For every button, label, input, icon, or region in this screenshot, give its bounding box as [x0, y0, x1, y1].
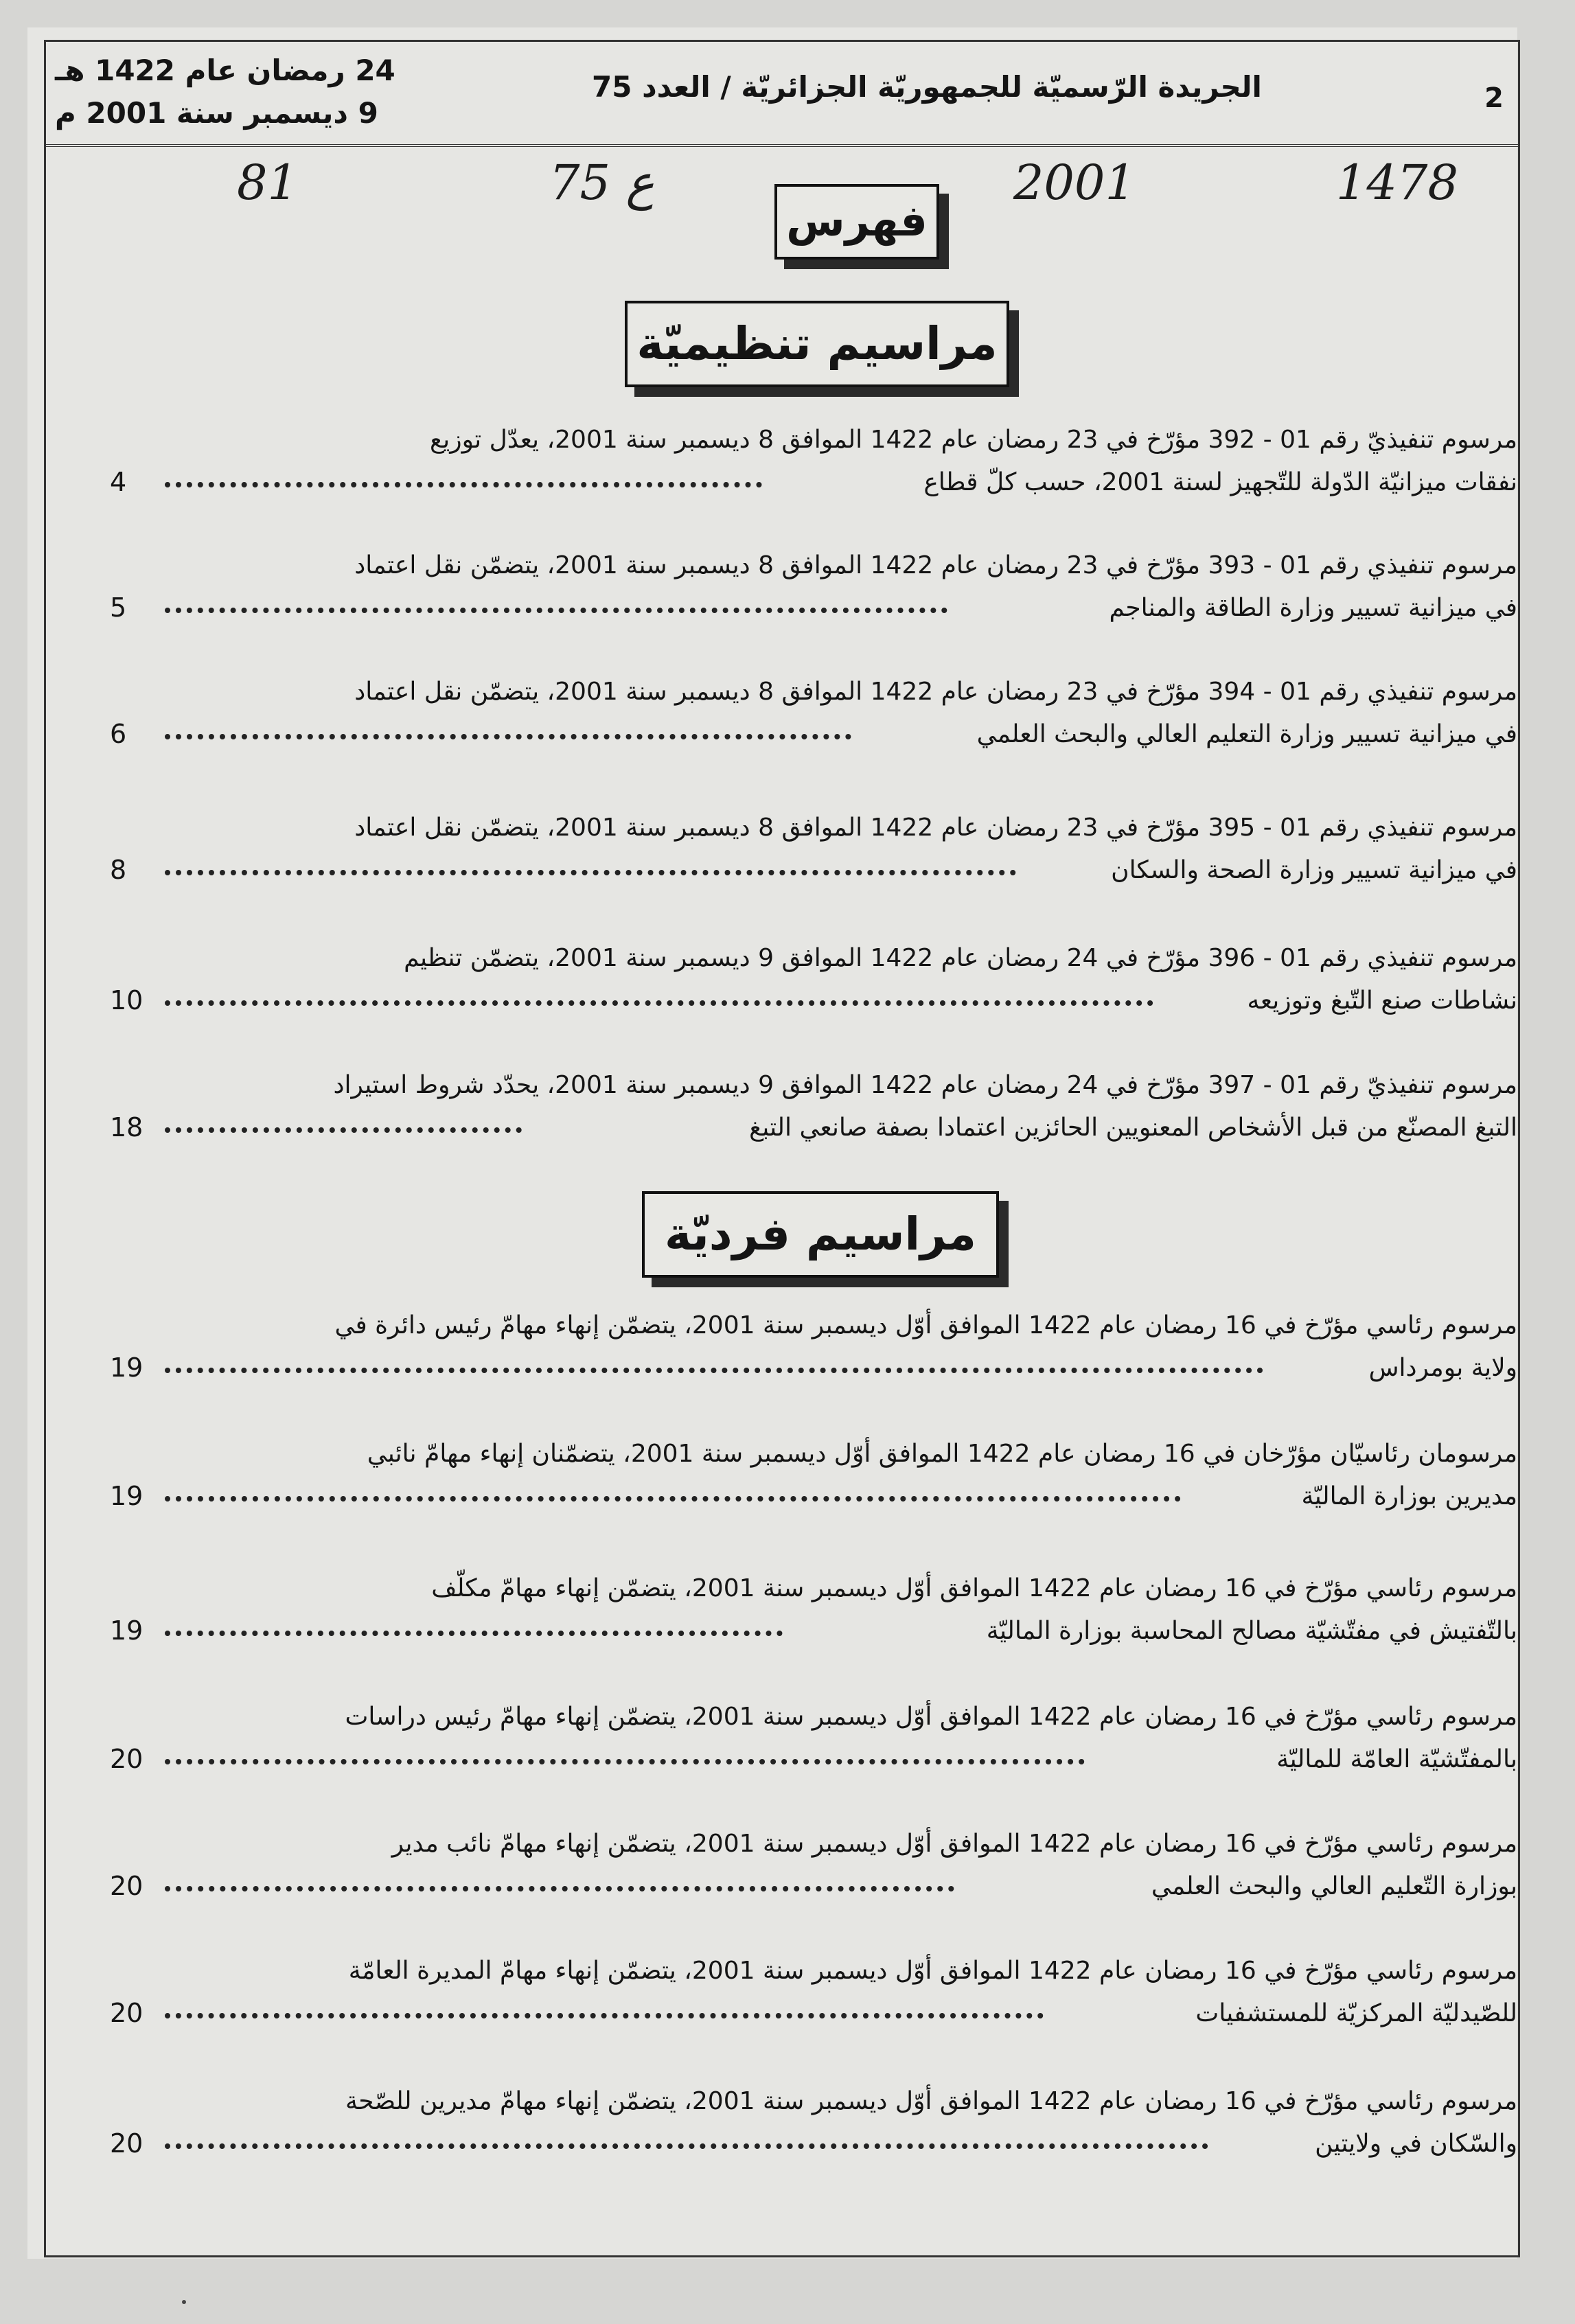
leader-dots — [165, 1368, 1263, 1373]
entry-line: بالمفتّشيّة العامّة للماليّة — [1276, 1745, 1517, 1773]
leader-dots — [165, 1127, 522, 1133]
entry-line: مرسوم تنفيذيّ رقم 01 - 397 مؤرّخ في 24 رمضان عام 1422 الموافق 9 ديسمبر سنة 2001، يحدّد شروط استيراد — [333, 1071, 1517, 1099]
entry-line: التبغ المصنّع من قبل الأشخاص المعنويين الحائزين اعتمادا بصفة صانعي التبغ — [749, 1114, 1517, 1142]
leader-dots — [165, 734, 851, 739]
entry-line: في ميزانية تسيير وزارة التعليم العالي والبحث العلمي — [976, 720, 1517, 748]
leader-dots — [165, 482, 762, 487]
entry-page-number: 4 — [110, 467, 127, 497]
section-title-regulatory-decrees: مراسيم تنظيميّة — [625, 301, 1009, 387]
page-number: 2 — [1484, 82, 1504, 114]
index-title: فهرس — [774, 184, 939, 260]
entry-line: مرسوم تنفيذيّ رقم 01 - 392 مؤرّخ في 23 رمضان عام 1422 الموافق 8 ديسمبر سنة 2001، يعدّل توزيع — [430, 426, 1517, 454]
entry-page-number: 10 — [110, 985, 143, 1015]
entry-line: مرسوم رئاسي مؤرّخ في 16 رمضان عام 1422 الموافق أوّل ديسمبر سنة 2001، يتضمّن إنهاء مهامّ رئيس دائرة في — [334, 1311, 1517, 1339]
entry-page-number: 5 — [110, 592, 127, 623]
scan-speck — [182, 2300, 186, 2304]
entry-line: نشاطات صنع التّبغ وتوزيعه — [1247, 987, 1517, 1015]
entry-page-number: 20 — [110, 1744, 143, 1774]
leader-dots — [165, 870, 1016, 875]
entry-line: مرسوم تنفيذي رقم 01 - 394 مؤرّخ في 23 رمضان عام 1422 الموافق 8 ديسمبر سنة 2001، يتضمّن نقل اعتماد — [354, 678, 1517, 706]
handwritten-note: 81 — [237, 154, 299, 211]
section-title-individual-decrees: مراسيم فرديّة — [642, 1191, 999, 1278]
leader-dots — [165, 1886, 954, 1891]
entry-line: مرسوم رئاسي مؤرّخ في 16 رمضان عام 1422 الموافق أوّل ديسمبر سنة 2001، يتضمّن إنهاء مهامّ مكلّف — [431, 1574, 1517, 1602]
entry-page-number: 18 — [110, 1112, 143, 1142]
leader-dots — [165, 1759, 1085, 1764]
date-gregorian: 9 ديسمبر سنة 2001 م — [55, 96, 378, 130]
handwritten-note: 1478 — [1335, 154, 1458, 211]
entry-line: مرسوم تنفيذي رقم 01 - 396 مؤرّخ في 24 رمضان عام 1422 الموافق 9 ديسمبر سنة 2001، يتضمّن تنظيم — [404, 944, 1517, 972]
date-hijri: 24 رمضان عام 1422 هـ — [55, 54, 395, 87]
entry-line: بالتّفتيش في مفتّشيّة مصالح المحاسبة بوزارة الماليّة — [986, 1617, 1517, 1645]
entry-line: مرسومان رئاسيّان مؤرّخان في 16 رمضان عام 1422 الموافق أوّل ديسمبر سنة 2001، يتضمّنان إنهاء مهامّ نائبي — [367, 1440, 1517, 1468]
entry-line: مديرين بوزارة الماليّة — [1301, 1482, 1517, 1510]
entry-page-number: 19 — [110, 1481, 143, 1511]
header-rule — [44, 144, 1520, 147]
entry-line: مرسوم رئاسي مؤرّخ في 16 رمضان عام 1422 الموافق أوّل ديسمبر سنة 2001، يتضمّن إنهاء مهامّ مديرين للصّحة — [345, 2087, 1517, 2115]
handwritten-note: 75 ع — [549, 154, 655, 211]
entry-page-number: 6 — [110, 719, 127, 749]
leader-dots — [165, 1631, 783, 1636]
handwritten-note: 2001 — [1013, 154, 1136, 211]
entry-page-number: 20 — [110, 1871, 143, 1901]
entry-line: ولاية بومرداس — [1368, 1354, 1517, 1382]
entry-page-number: 20 — [110, 1998, 143, 2028]
entry-line: والسّكان في ولايتين — [1315, 2130, 1517, 2158]
leader-dots — [165, 608, 947, 613]
entry-line: للصّيدليّة المركزيّة للمستشفيات — [1195, 1999, 1517, 2027]
entry-page-number: 19 — [110, 1353, 143, 1383]
entry-line: مرسوم رئاسي مؤرّخ في 16 رمضان عام 1422 الموافق أوّل ديسمبر سنة 2001، يتضمّن إنهاء مهامّ المديرة العامّة — [348, 1957, 1517, 1985]
entry-line: مرسوم تنفيذي رقم 01 - 395 مؤرّخ في 23 رمضان عام 1422 الموافق 8 ديسمبر سنة 2001، يتضمّن نقل اعتماد — [354, 814, 1517, 842]
entry-line: مرسوم تنفيذي رقم 01 - 393 مؤرّخ في 23 رمضان عام 1422 الموافق 8 ديسمبر سنة 2001، يتضمّن نقل اعتماد — [354, 551, 1517, 579]
entry-page-number: 8 — [110, 855, 127, 885]
entry-page-number: 19 — [110, 1615, 143, 1646]
entry-page-number: 20 — [110, 2128, 143, 2159]
leader-dots — [165, 1496, 1181, 1502]
entry-line: مرسوم رئاسي مؤرّخ في 16 رمضان عام 1422 الموافق أوّل ديسمبر سنة 2001، يتضمّن إنهاء مهامّ رئيس دراسات — [345, 1703, 1517, 1731]
entry-line: في ميزانية تسيير وزارة الطاقة والمناجم — [1109, 594, 1517, 622]
leader-dots — [165, 1000, 1153, 1006]
entry-line: مرسوم رئاسي مؤرّخ في 16 رمضان عام 1422 الموافق أوّل ديسمبر سنة 2001، يتضمّن إنهاء مهامّ نائب مدير — [391, 1830, 1517, 1858]
entry-line: في ميزانية تسيير وزارة الصحة والسكان — [1111, 856, 1517, 884]
leader-dots — [165, 2013, 1044, 2018]
entry-line: نفقات ميزانيّة الدّولة للتّجهيز لسنة 2001، حسب كلّ قطاع — [923, 468, 1517, 496]
journal-title: الجريدة الرّسميّة للجمهوريّة الجزائريّة / العدد 75 — [592, 70, 1262, 104]
leader-dots — [165, 2143, 1208, 2149]
entry-line: بوزارة التّعليم العالي والبحث العلمي — [1151, 1872, 1517, 1900]
